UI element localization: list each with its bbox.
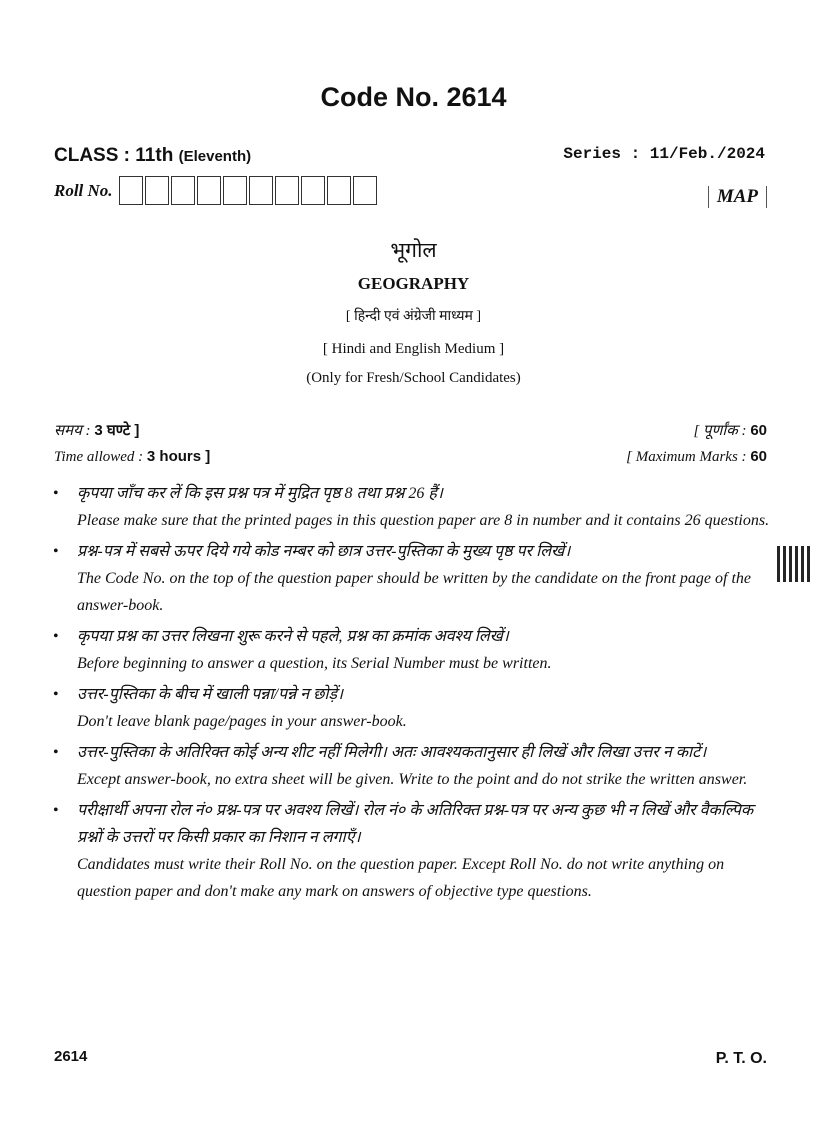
- value: 3 hours ]: [146, 448, 211, 465]
- marks-hindi: [693, 420, 767, 440]
- medium-english: [ Hindi and English Medium ]: [322, 341, 505, 357]
- instruction-english: Except answer-book, no extra sheet will be given. Write to the point and do not strike the written answer.: [77, 771, 748, 788]
- roll-box[interactable]: [119, 176, 143, 205]
- value: 60: [750, 448, 767, 465]
- class-label: [54, 145, 251, 167]
- roll-box[interactable]: [327, 176, 351, 205]
- label: Time allowed :: [54, 449, 144, 465]
- roll-boxes[interactable]: [117, 176, 377, 205]
- instruction-hindi: प्रश्न-पत्र में सबसे ऊपर दिये गये कोड नम्बर को छात्र उत्तर-पुस्तिका के मुख्य पृष्ठ पर लिखें।: [77, 543, 571, 560]
- set-code: MAP: [708, 186, 767, 208]
- roll-box[interactable]: [171, 176, 195, 205]
- roll-box[interactable]: [249, 176, 273, 205]
- subject-hindi: भूगोल: [390, 238, 437, 262]
- label: [ Maximum Marks :: [626, 449, 747, 465]
- medium-hindi: [ हिन्दी एवं अंग्रेजी माध्यम ]: [345, 309, 482, 324]
- bullet-icon: •: [53, 543, 59, 560]
- instruction-hindi: कृपया जाँच कर लें कि इस प्रश्न पत्र में मुद्रित पृष्ठ 8 तथा प्रश्न 26 हैं।: [77, 485, 443, 502]
- instruction-item: [50, 623, 770, 677]
- roll-box[interactable]: [353, 176, 377, 205]
- instruction-item: [50, 538, 770, 619]
- roll-box[interactable]: [301, 176, 325, 205]
- roll-label: Roll No.: [54, 180, 113, 200]
- footer-code: 2614: [54, 1048, 88, 1065]
- bullet-icon: •: [53, 628, 59, 645]
- time-hindi: [54, 420, 139, 440]
- instruction-item: [50, 797, 770, 905]
- instruction-item: [50, 739, 770, 793]
- marks-english: [626, 448, 767, 466]
- roll-box[interactable]: [197, 176, 221, 205]
- instructions-list: [50, 480, 770, 909]
- roll-box[interactable]: [223, 176, 247, 205]
- qr-code: [777, 546, 813, 582]
- instruction-english: Before beginning to answer a question, its Serial Number must be written.: [77, 655, 552, 672]
- label: [ पूर्णांक :: [693, 423, 747, 439]
- roll-box[interactable]: [145, 176, 169, 205]
- label: समय :: [54, 423, 91, 439]
- time-english: [54, 448, 210, 466]
- instruction-english: Don't leave blank page/pages in your answer-book.: [77, 713, 407, 730]
- class-suffix: (Eleventh): [178, 148, 252, 165]
- bullet-icon: •: [53, 744, 59, 761]
- bullet-icon: •: [53, 686, 59, 703]
- instruction-english: Please make sure that the printed pages in this question paper are 8 in number and it contains 26 questions.: [77, 512, 770, 529]
- instruction-hindi: उत्तर-पुस्तिका के बीच में खाली पन्ना/पन्ने न छोड़ें।: [77, 686, 344, 703]
- roll-number-field[interactable]: [54, 176, 377, 205]
- instruction-hindi: उत्तर-पुस्तिका के अतिरिक्त कोई अन्य शीट नहीं मिलेगी। अतः आवश्यकतानुसार ही लिखें और लिखा उत्तर न काटें।: [77, 744, 707, 761]
- instruction-hindi: परीक्षार्थी अपना रोल नं० प्रश्न-पत्र पर अवश्य लिखें। रोल नं० के अतिरिक्त प्रश्न-पत्र पर अन्य कुछ भी न लिखें और वैकल्पिक प्रश्नों के उत्तरों पर किसी प्रकार का निशान न लगाएँ।: [77, 802, 754, 846]
- bullet-icon: •: [53, 802, 59, 819]
- instruction-english: Candidates must write their Roll No. on the question paper. Except Roll No. do not write anything on question paper and don't make any mark on answers of objective type questions.: [77, 856, 725, 900]
- candidates-note: (Only for Fresh/School Candidates): [306, 370, 521, 386]
- series-label: Series : 11/Feb./2024: [563, 145, 765, 163]
- instruction-item: [50, 681, 770, 735]
- instruction-item: [50, 480, 770, 534]
- bullet-icon: •: [53, 485, 59, 502]
- class-value: CLASS : 11th: [54, 145, 174, 166]
- pto-label: P. T. O.: [715, 1050, 767, 1067]
- roll-box[interactable]: [275, 176, 299, 205]
- code-number: Code No. 2614: [320, 82, 507, 112]
- instruction-english: The Code No. on the top of the question paper should be written by the candidate on the front page of the answer-book.: [77, 570, 751, 614]
- value: 3 घण्टे ]: [94, 422, 140, 439]
- subject-english: GEOGRAPHY: [357, 274, 470, 293]
- value: 60: [750, 422, 767, 439]
- instruction-hindi: कृपया प्रश्न का उत्तर लिखना शुरू करने से पहले, प्रश्न का क्रमांक अवश्य लिखें।: [77, 628, 509, 645]
